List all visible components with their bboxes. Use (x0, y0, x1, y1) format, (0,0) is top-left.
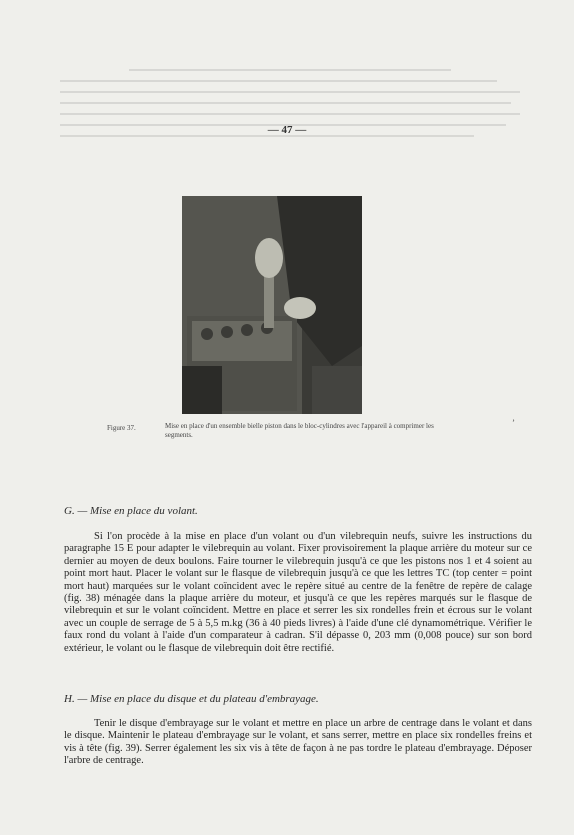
page-number: — 47 — (267, 124, 307, 136)
show-through-text (60, 60, 520, 180)
section-g-text: Si l'on procède à la mise en place d'un volant ou d'un vilebrequin neufs, suivre les instructions du paragraphe 15 E pour adapter le vilebrequin au volant. Fixer provisoirement la plaque arrière du moteur sur ce dernier au moyen de deux boulons. Faire tourner le vilebrequin jusqu'à ce que les pistons nos 1 et 4 soient au point mort haut. Placer le volant sur le flasque de vilebrequin jusqu'à ce que les lettres TC (top center = point mort haut) marquées sur le volant coïncident avec le repère situé au centre de la fenêtre de repère de calage (fig. 38) ménagée dans la plaque arrière du moteur, et jusqu'à ce que les repères marqués sur le flasque de vilebrequin et sur le volant coïncident. Mettre en place et serrer les six rondelles frein et écrous sur le volant avec un couple de serrage de 5 à 5,5 m.kg (36 à 40 pieds livres) à l'aide d'une clé dynamométrique. Vérifier le faux rond du volant à l'aide d'un comparateur à cadran. S'il dépasse 0, 203 mm (0,008 pouce) sur son bord extérieur, le volant ou le flasque de vilebrequin doit être rectifié. (64, 531, 532, 654)
section-h-paragraph (64, 718, 532, 768)
figure-label: Figure 37. (107, 424, 136, 432)
section-heading-g: G. — Mise en place du volant. (64, 505, 198, 517)
section-heading-h: H. — Mise en place du disque et du plateau d'embrayage. (64, 693, 319, 705)
figure-caption: Mise en place d'un ensemble bielle piston dans le bloc-cylindres avec l'appareil à comprimer les segments. (165, 422, 434, 439)
section-h-text: Tenir le disque d'embrayage sur le volant et mettre en place un arbre de centrage dans le volant et dans le disque. Maintenir le plateau d'embrayage sur le volant, et sans serrer, mettre en place six rondelles freins et vis à tête (fig. 39). Serrer également les six vis à tête de façon à ne pas tordre le plateau d'embrayage. Déposer l'arbre de centrage. (64, 718, 532, 767)
figure-photo (182, 196, 362, 414)
margin-mark: ’ (512, 418, 515, 428)
section-g-paragraph (64, 531, 532, 655)
